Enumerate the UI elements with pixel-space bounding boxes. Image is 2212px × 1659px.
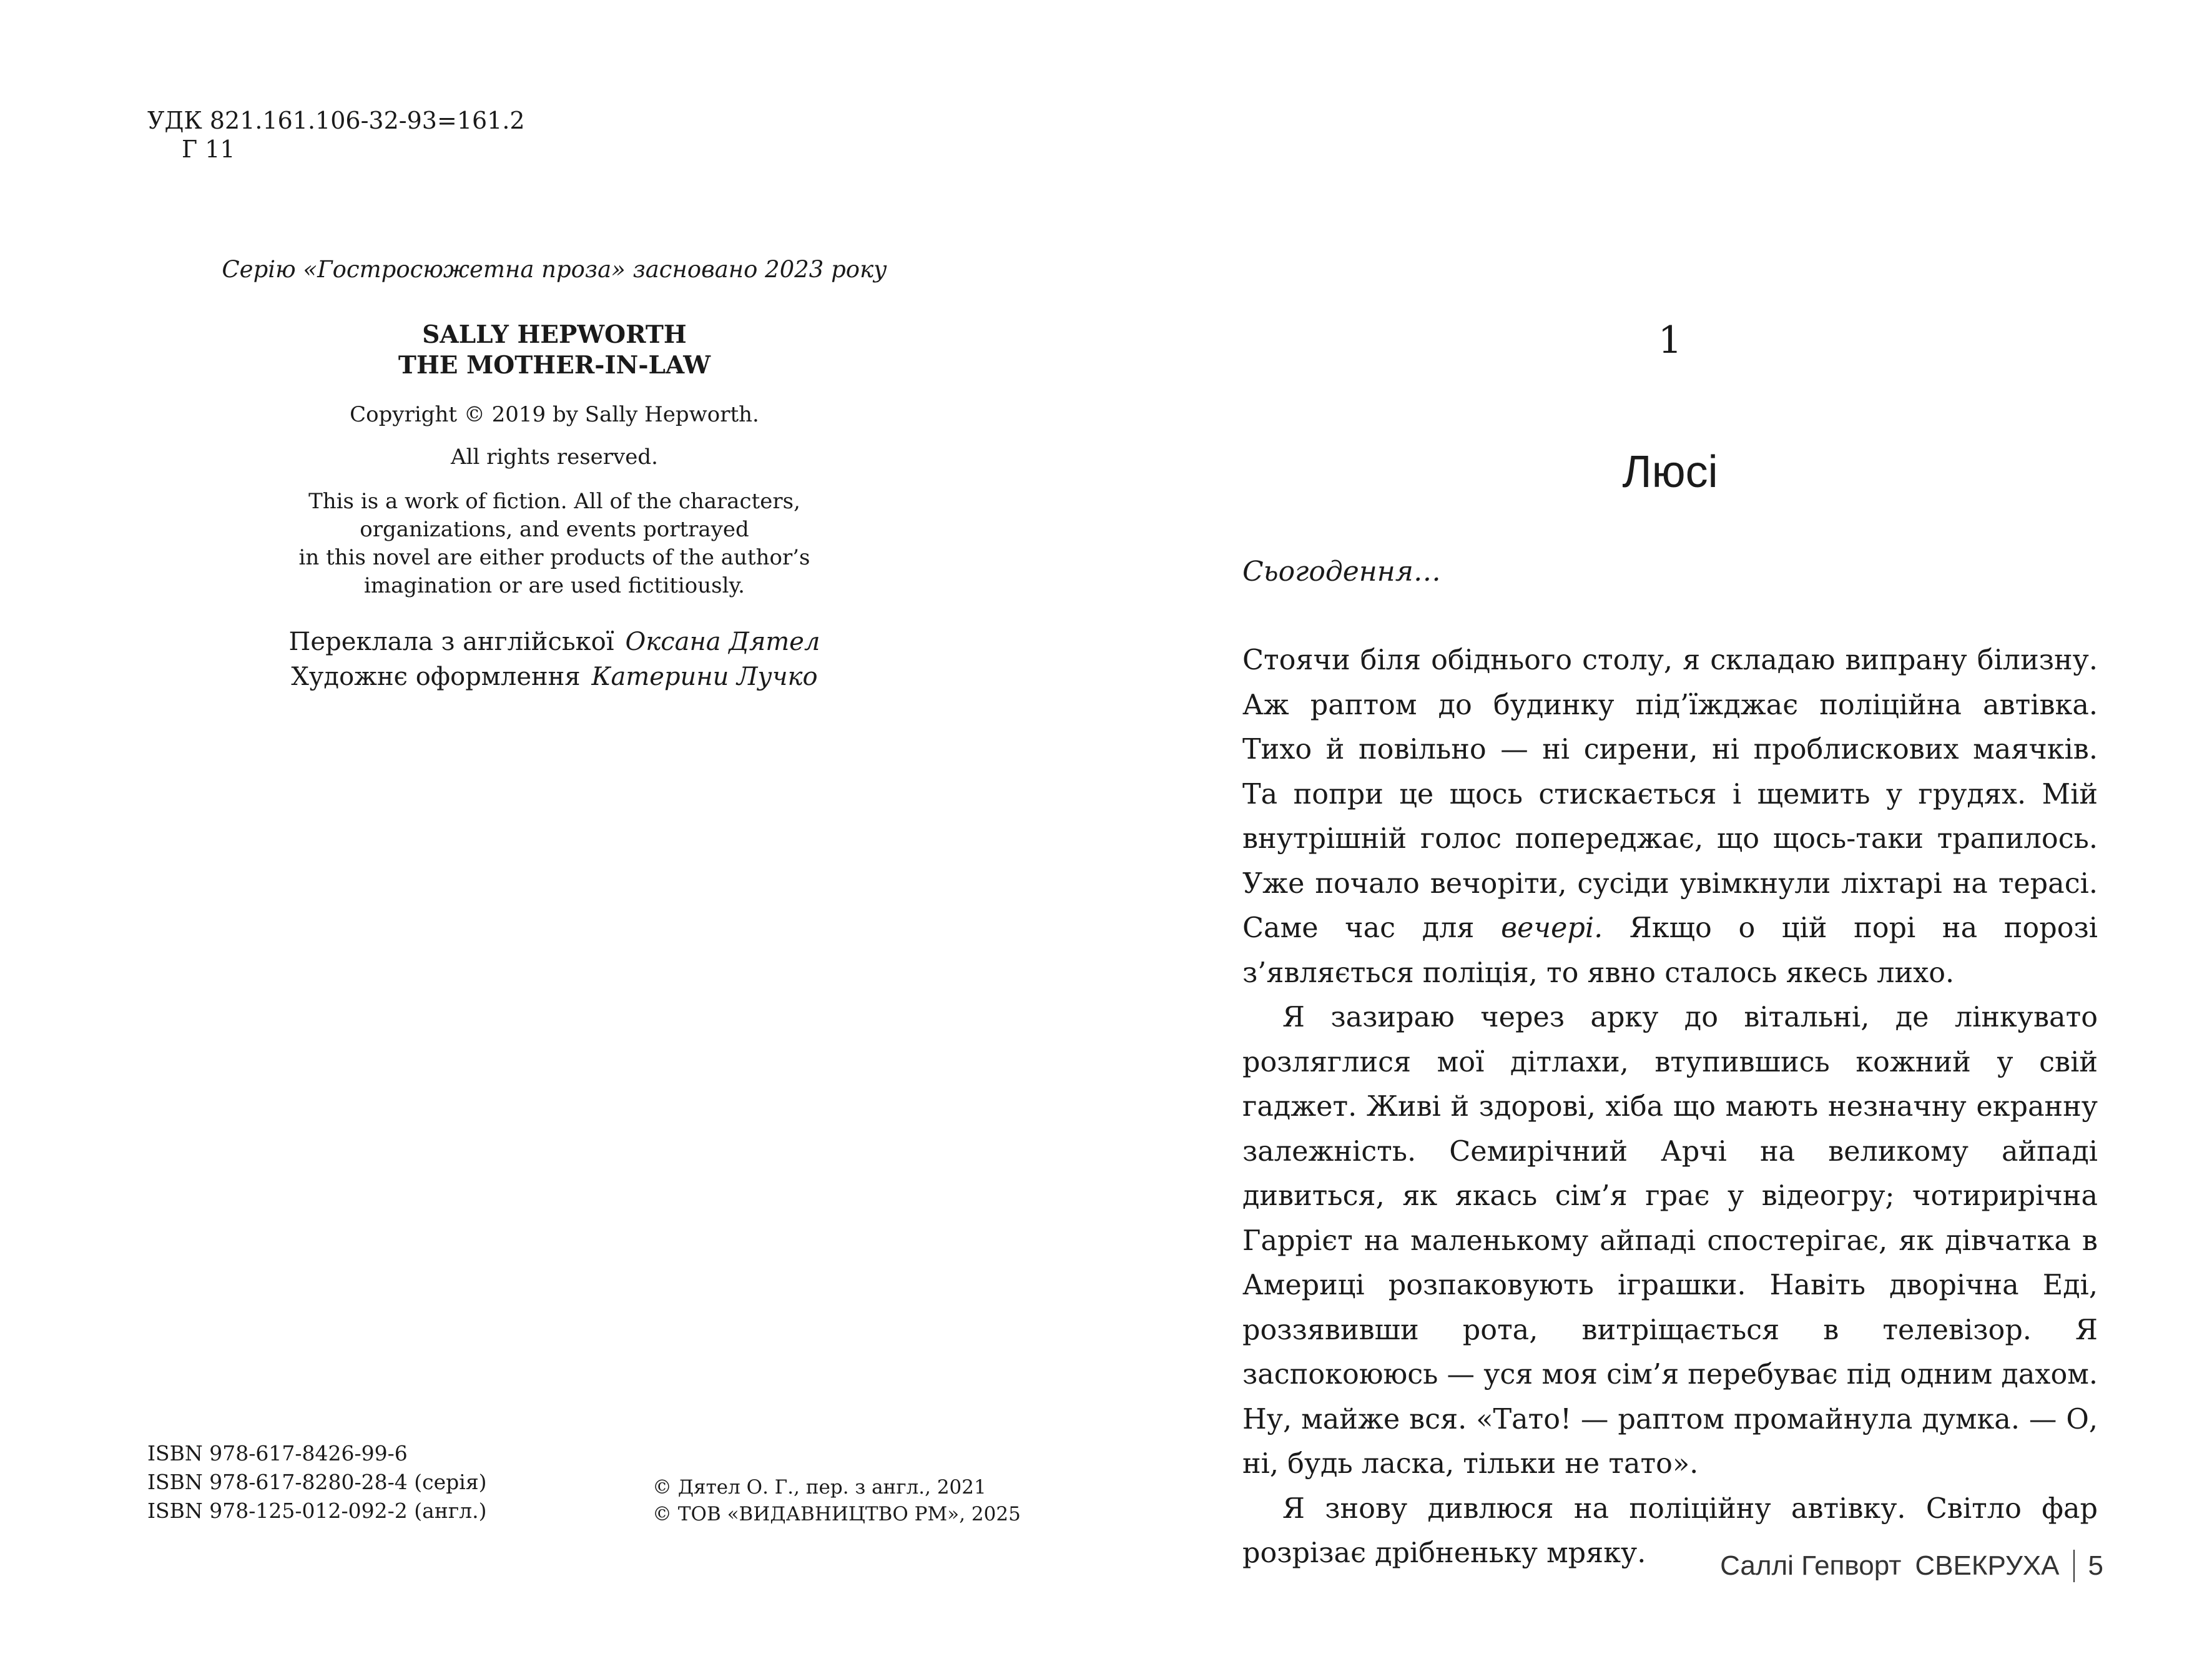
fiction-disclaimer — [0, 488, 1109, 600]
fiction-line: This is a work of fiction. All of the characters, — [308, 489, 800, 514]
rights-line: All rights reserved. — [451, 445, 658, 470]
designer-line — [0, 659, 1109, 694]
udk-block — [147, 106, 525, 164]
translator-line — [0, 624, 1109, 659]
credits — [0, 624, 1109, 694]
original-title: THE MOTHER-IN-LAW — [398, 351, 711, 380]
epigraph: Сьогодення… — [1242, 556, 1441, 588]
paragraph: Я знову дивлюся на поліційну автівку. Світло фар розрізає дрібненьку мряку. — [1242, 1492, 2098, 1569]
paragraph: Стоячи біля обіднього столу, я складаю випрану білизну. Аж раптом до будинку під’їжджає поліційна автівка. Тихо й повільно — ні сирени, ні проблискових маячків. Та попри це щось стискається і щемить у грудях. Мій внутрішній голос попереджає, що щось-таки трапилось. Уже почало вечоріти, сусіди увімкнули ліхтарі на терасі. Саме час для вечері. Якщо о цій порі на порозі з’являється поліція, то явно сталось якесь лихо. — [1242, 644, 2098, 989]
copyright-translation: © Дятел О. Г., пер. з англ., 2021 — [652, 1476, 986, 1499]
original-edition — [0, 320, 1109, 381]
footer-author: Саллі Гепворт — [1720, 1550, 1902, 1581]
paragraph: Я зазираю через арку до вітальні, де лінкувато розляглися мої дітлахи, втупившись кожний у свій гаджет. Живі й здорові, хіба що мають незначну екранну залежність. Семирічний Арчі на великому айпаді дивиться, як якась сім’я грає у відеогру; чотирирічна Гаррієт на маленькому айпаді спостерігає, як дівчатка в Америці розпаковують іграшки. Навіть дворічна Еді, роззявивши рота, витріщається в телевізор. Я заспокоююсь — уся моя сім’я перебуває під одним дахом. Ну, майже вся. «Тато! — раптом промайнула думка. — О, ні, будь ласка, тільки не тато». — [1242, 1002, 2098, 1480]
emphasis: вечері. — [1501, 912, 1603, 944]
translator-name: Оксана Дятел — [625, 628, 820, 656]
designer-name: Катерини Лучко — [591, 662, 818, 691]
copyright-line: Copyright © 2019 by Sally Hepworth. — [350, 402, 759, 427]
copyright-publisher: © ТОВ «ВИДАВНИЦТВО РМ», 2025 — [652, 1503, 1021, 1525]
page-number: 5 — [2088, 1550, 2103, 1581]
isbn-line: ISBN 978-617-8280-28-4 (серія) — [147, 1470, 487, 1494]
chapter-body — [1242, 638, 2098, 1576]
translation-copyright-block — [652, 1474, 1021, 1528]
udk-code: УДК 821.161.106-32-93=161.2 — [147, 107, 525, 134]
design-label: Художнє оформлення — [291, 662, 581, 691]
translated-label: Переклала з англійської — [288, 628, 614, 656]
fiction-line: organizations, and events portrayed — [360, 517, 749, 542]
isbn-block — [147, 1439, 487, 1525]
chapter-title: Люсі — [1622, 447, 1718, 497]
footer-book-title: СВЕКРУХА — [1915, 1550, 2060, 1581]
isbn-line: ISBN 978-125-012-092-2 (англ.) — [147, 1499, 487, 1523]
footer-divider — [2073, 1550, 2075, 1582]
fiction-line: in this novel are either products of the author’s — [298, 545, 810, 570]
fiction-line: imagination or are used fictitiously. — [364, 573, 745, 598]
isbn-line: ISBN 978-617-8426-99-6 — [147, 1441, 408, 1465]
original-author: SALLY HEPWORTH — [422, 320, 687, 349]
running-footer — [1720, 1550, 2103, 1582]
chapter-number: 1 — [1658, 318, 1683, 362]
author-mark: Г 11 — [182, 135, 235, 163]
series-note: Серію «Гостросюжетна проза» засновано 2023 року — [222, 256, 887, 283]
